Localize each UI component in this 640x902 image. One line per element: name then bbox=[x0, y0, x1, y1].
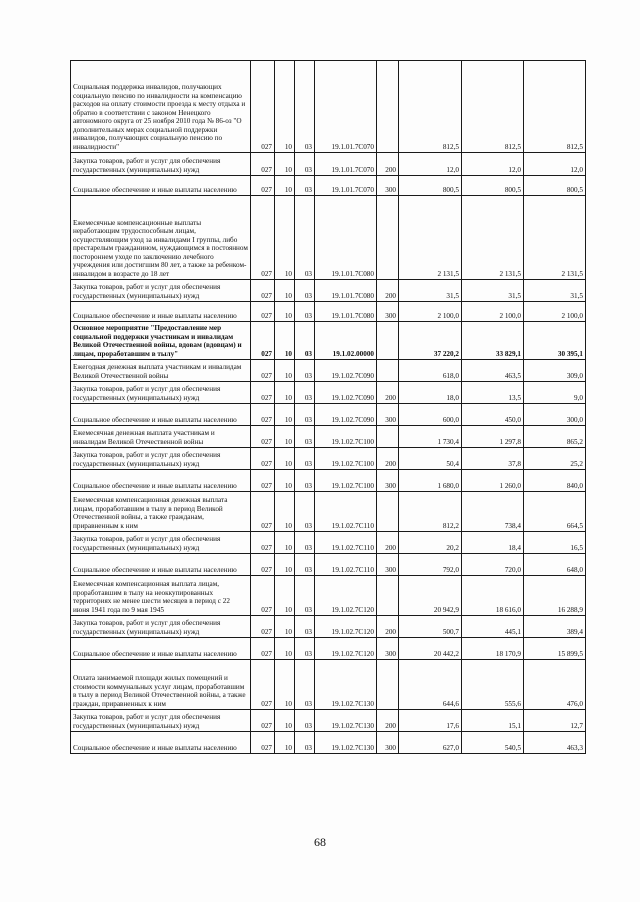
row-target-code: 19.1.02.7С110 bbox=[315, 554, 377, 576]
row-section-code: 10 bbox=[275, 61, 295, 153]
row-ved-code: 027 bbox=[251, 710, 275, 732]
row-ved-code: 027 bbox=[251, 616, 275, 638]
row-ved-code: 027 bbox=[251, 153, 275, 176]
row-name-cell: Социальное обеспечение и иные выплаты населению bbox=[71, 302, 251, 322]
row-name-cell: Социальное обеспечение и иные выплаты населению bbox=[71, 176, 251, 196]
row-subsection-code: 03 bbox=[295, 616, 315, 638]
row-ved-code: 027 bbox=[251, 660, 275, 710]
row-expense-type: 200 bbox=[377, 448, 399, 470]
row-value-year2: 812,5 bbox=[462, 61, 524, 153]
row-section-code: 10 bbox=[275, 196, 295, 280]
table-row bbox=[71, 196, 586, 280]
row-name-cell: Социальная поддержка инвалидов, получающих социальную пенсию по инвалидности на компенсацию расходов на оплату стоимости проезда к месту отдыха и обратно в соответствии с законом Ненецкого автономного округа от 25 ноября 2010 года № 86-оз "О дополнительных мерах социальной поддержки инвалидов, получающих социальную пенсию по инвалидности" bbox=[71, 61, 251, 153]
row-name-cell: Закупка товаров, работ и услуг для обеспечения государственных (муниципальных) нужд bbox=[71, 532, 251, 554]
row-target-code: 19.1.02.00000 bbox=[315, 322, 377, 360]
table-row bbox=[71, 404, 586, 426]
row-ved-code: 027 bbox=[251, 360, 275, 382]
row-ved-code: 027 bbox=[251, 61, 275, 153]
table-row bbox=[71, 360, 586, 382]
row-name-cell: Закупка товаров, работ и услуг для обеспечения государственных (муниципальных) нужд bbox=[71, 153, 251, 176]
row-subsection-code: 03 bbox=[295, 660, 315, 710]
table-row bbox=[71, 302, 586, 322]
row-name-cell: Закупка товаров, работ и услуг для обеспечения государственных (муниципальных) нужд bbox=[71, 382, 251, 404]
budget-table bbox=[70, 60, 586, 754]
row-value-year1: 600,0 bbox=[399, 404, 462, 426]
row-target-code: 19.1.02.7С090 bbox=[315, 382, 377, 404]
table-row bbox=[71, 153, 586, 176]
row-target-code: 19.1.01.7С080 bbox=[315, 280, 377, 302]
row-value-year2: 463,5 bbox=[462, 360, 524, 382]
row-value-year3: 840,0 bbox=[524, 470, 586, 492]
row-value-year2: 1 260,0 bbox=[462, 470, 524, 492]
row-target-code: 19.1.02.7С110 bbox=[315, 532, 377, 554]
row-section-code: 10 bbox=[275, 470, 295, 492]
row-value-year1: 37 220,2 bbox=[399, 322, 462, 360]
row-value-year2: 738,4 bbox=[462, 492, 524, 532]
row-name-cell: Ежегодная денежная выплата участникам и инвалидам Великой Отечественной войны bbox=[71, 360, 251, 382]
row-subsection-code: 03 bbox=[295, 426, 315, 448]
row-section-code: 10 bbox=[275, 360, 295, 382]
row-subsection-code: 03 bbox=[295, 61, 315, 153]
row-subsection-code: 03 bbox=[295, 470, 315, 492]
row-ved-code: 027 bbox=[251, 280, 275, 302]
row-value-year1: 17,6 bbox=[399, 710, 462, 732]
table-row bbox=[71, 280, 586, 302]
row-value-year3: 16 288,9 bbox=[524, 576, 586, 616]
row-ved-code: 027 bbox=[251, 302, 275, 322]
row-section-code: 10 bbox=[275, 492, 295, 532]
row-section-code: 10 bbox=[275, 280, 295, 302]
row-name-cell: Основное мероприятие "Предоставление мер социальной поддержки участникам и инвалидам Великой Отечественной войны, вдовам (вдовцам) и лицам, проработавшим в тылу" bbox=[71, 322, 251, 360]
table-body bbox=[71, 61, 586, 754]
row-value-year1: 792,0 bbox=[399, 554, 462, 576]
row-subsection-code: 03 bbox=[295, 554, 315, 576]
row-ved-code: 027 bbox=[251, 448, 275, 470]
table-row bbox=[71, 448, 586, 470]
row-name-cell: Ежемесячная компенсационная денежная выплата лицам, проработавшим в тылу в период Великой Отечественной войны, а также гражданам, приравненным к ним bbox=[71, 492, 251, 532]
row-subsection-code: 03 bbox=[295, 153, 315, 176]
row-subsection-code: 03 bbox=[295, 382, 315, 404]
table-row bbox=[71, 322, 586, 360]
row-expense-type bbox=[377, 360, 399, 382]
row-target-code: 19.1.02.7С130 bbox=[315, 732, 377, 754]
row-subsection-code: 03 bbox=[295, 280, 315, 302]
row-expense-type: 200 bbox=[377, 153, 399, 176]
row-expense-type bbox=[377, 61, 399, 153]
row-subsection-code: 03 bbox=[295, 176, 315, 196]
row-value-year1: 50,4 bbox=[399, 448, 462, 470]
row-name-cell: Социальное обеспечение и иные выплаты населению bbox=[71, 554, 251, 576]
row-ved-code: 027 bbox=[251, 426, 275, 448]
table-row bbox=[71, 576, 586, 616]
row-expense-type: 200 bbox=[377, 710, 399, 732]
row-value-year1: 1 730,4 bbox=[399, 426, 462, 448]
table-row bbox=[71, 470, 586, 492]
row-ved-code: 027 bbox=[251, 404, 275, 426]
row-value-year3: 463,3 bbox=[524, 732, 586, 754]
row-expense-type: 300 bbox=[377, 302, 399, 322]
row-expense-type bbox=[377, 576, 399, 616]
row-subsection-code: 03 bbox=[295, 638, 315, 660]
row-ved-code: 027 bbox=[251, 576, 275, 616]
row-value-year2: 450,0 bbox=[462, 404, 524, 426]
row-value-year1: 644,6 bbox=[399, 660, 462, 710]
row-value-year3: 2 131,5 bbox=[524, 196, 586, 280]
row-value-year2: 2 100,0 bbox=[462, 302, 524, 322]
row-value-year2: 445,1 bbox=[462, 616, 524, 638]
row-value-year3: 664,5 bbox=[524, 492, 586, 532]
row-name-cell: Социальное обеспечение и иные выплаты населению bbox=[71, 404, 251, 426]
row-expense-type bbox=[377, 196, 399, 280]
row-value-year3: 812,5 bbox=[524, 61, 586, 153]
row-section-code: 10 bbox=[275, 404, 295, 426]
table-row bbox=[71, 426, 586, 448]
row-value-year2: 37,8 bbox=[462, 448, 524, 470]
table-row bbox=[71, 710, 586, 732]
row-value-year2: 18 616,0 bbox=[462, 576, 524, 616]
row-value-year1: 20 442,2 bbox=[399, 638, 462, 660]
table-row bbox=[71, 61, 586, 153]
row-value-year2: 18,4 bbox=[462, 532, 524, 554]
row-expense-type bbox=[377, 426, 399, 448]
row-ved-code: 027 bbox=[251, 532, 275, 554]
row-ved-code: 027 bbox=[251, 732, 275, 754]
row-target-code: 19.1.02.7С100 bbox=[315, 448, 377, 470]
row-ved-code: 027 bbox=[251, 554, 275, 576]
row-section-code: 10 bbox=[275, 426, 295, 448]
row-name-cell: Оплата занимаемой площади жилых помещений и стоимости коммунальных услуг лицам, проработавшим в тылу в период Великой Отечественной войны, а также граждан, приравненных к ним bbox=[71, 660, 251, 710]
table-row bbox=[71, 532, 586, 554]
row-value-year1: 800,5 bbox=[399, 176, 462, 196]
row-subsection-code: 03 bbox=[295, 732, 315, 754]
row-expense-type: 300 bbox=[377, 638, 399, 660]
row-ved-code: 027 bbox=[251, 176, 275, 196]
row-value-year2: 33 829,1 bbox=[462, 322, 524, 360]
row-subsection-code: 03 bbox=[295, 302, 315, 322]
row-value-year3: 648,0 bbox=[524, 554, 586, 576]
row-expense-type: 200 bbox=[377, 532, 399, 554]
row-section-code: 10 bbox=[275, 554, 295, 576]
row-value-year2: 2 131,5 bbox=[462, 196, 524, 280]
row-subsection-code: 03 bbox=[295, 448, 315, 470]
row-target-code: 19.1.02.7С120 bbox=[315, 576, 377, 616]
row-name-cell: Ежемесячная компенсационная выплата лицам, проработавшим в тылу на неоккупированных территориях не менее шести месяцев в период с 22 июня 1941 года по 9 мая 1945 bbox=[71, 576, 251, 616]
row-expense-type: 300 bbox=[377, 470, 399, 492]
row-target-code: 19.1.01.7С080 bbox=[315, 196, 377, 280]
row-value-year3: 865,2 bbox=[524, 426, 586, 448]
row-section-code: 10 bbox=[275, 710, 295, 732]
row-section-code: 10 bbox=[275, 448, 295, 470]
row-target-code: 19.1.01.7С070 bbox=[315, 153, 377, 176]
row-name-cell: Закупка товаров, работ и услуг для обеспечения государственных (муниципальных) нужд bbox=[71, 710, 251, 732]
row-section-code: 10 bbox=[275, 576, 295, 616]
row-name-cell: Ежемесячные компенсационные выплаты неработающим трудоспособным лицам, осуществляющим уход за инвалидами I группы, либо престарелым гражданином, нуждающимся в постоянном постороннем уходе по заключению лечебного учреждения или достигшим 80 лет, а также за ребенком-инвалидом в возрасте до 18 лет bbox=[71, 196, 251, 280]
row-target-code: 19.1.01.7С080 bbox=[315, 302, 377, 322]
row-value-year3: 800,5 bbox=[524, 176, 586, 196]
row-target-code: 19.1.02.7С130 bbox=[315, 710, 377, 732]
row-value-year1: 500,7 bbox=[399, 616, 462, 638]
row-subsection-code: 03 bbox=[295, 322, 315, 360]
row-value-year1: 18,0 bbox=[399, 382, 462, 404]
row-name-cell: Социальное обеспечение и иные выплаты населению bbox=[71, 638, 251, 660]
row-target-code: 19.1.01.7С070 bbox=[315, 61, 377, 153]
row-value-year1: 812,2 bbox=[399, 492, 462, 532]
row-expense-type bbox=[377, 492, 399, 532]
row-value-year3: 9,0 bbox=[524, 382, 586, 404]
row-value-year2: 1 297,8 bbox=[462, 426, 524, 448]
row-value-year2: 800,5 bbox=[462, 176, 524, 196]
row-value-year3: 476,0 bbox=[524, 660, 586, 710]
row-value-year3: 30 395,1 bbox=[524, 322, 586, 360]
row-value-year2: 18 170,9 bbox=[462, 638, 524, 660]
row-value-year3: 31,5 bbox=[524, 280, 586, 302]
row-value-year1: 20,2 bbox=[399, 532, 462, 554]
row-name-cell: Социальное обеспечение и иные выплаты населению bbox=[71, 470, 251, 492]
row-value-year1: 2 131,5 bbox=[399, 196, 462, 280]
row-value-year2: 720,0 bbox=[462, 554, 524, 576]
table-row bbox=[71, 554, 586, 576]
row-expense-type: 300 bbox=[377, 732, 399, 754]
row-value-year1: 12,0 bbox=[399, 153, 462, 176]
row-section-code: 10 bbox=[275, 382, 295, 404]
page-number: 68 bbox=[314, 835, 326, 849]
row-name-cell: Закупка товаров, работ и услуг для обеспечения государственных (муниципальных) нужд bbox=[71, 448, 251, 470]
row-value-year1: 31,5 bbox=[399, 280, 462, 302]
row-subsection-code: 03 bbox=[295, 532, 315, 554]
row-value-year2: 12,0 bbox=[462, 153, 524, 176]
row-subsection-code: 03 bbox=[295, 196, 315, 280]
row-name-cell: Ежемесячная денежная выплата участникам и инвалидам Великой Отечественной войны bbox=[71, 426, 251, 448]
row-section-code: 10 bbox=[275, 322, 295, 360]
row-section-code: 10 bbox=[275, 176, 295, 196]
row-ved-code: 027 bbox=[251, 382, 275, 404]
row-section-code: 10 bbox=[275, 660, 295, 710]
row-value-year2: 31,5 bbox=[462, 280, 524, 302]
row-expense-type bbox=[377, 660, 399, 710]
table-row bbox=[71, 638, 586, 660]
row-expense-type: 300 bbox=[377, 176, 399, 196]
row-name-cell: Закупка товаров, работ и услуг для обеспечения государственных (муниципальных) нужд bbox=[71, 616, 251, 638]
row-value-year3: 300,0 bbox=[524, 404, 586, 426]
table-row bbox=[71, 732, 586, 754]
row-subsection-code: 03 bbox=[295, 404, 315, 426]
row-target-code: 19.1.02.7С090 bbox=[315, 360, 377, 382]
row-section-code: 10 bbox=[275, 638, 295, 660]
row-value-year1: 812,5 bbox=[399, 61, 462, 153]
row-subsection-code: 03 bbox=[295, 576, 315, 616]
row-value-year1: 1 680,0 bbox=[399, 470, 462, 492]
row-section-code: 10 bbox=[275, 302, 295, 322]
row-target-code: 19.1.02.7С120 bbox=[315, 638, 377, 660]
table-row bbox=[71, 176, 586, 196]
row-section-code: 10 bbox=[275, 532, 295, 554]
row-value-year1: 627,0 bbox=[399, 732, 462, 754]
row-expense-type: 200 bbox=[377, 382, 399, 404]
table-row bbox=[71, 492, 586, 532]
row-target-code: 19.1.02.7С100 bbox=[315, 470, 377, 492]
row-value-year2: 15,1 bbox=[462, 710, 524, 732]
row-section-code: 10 bbox=[275, 732, 295, 754]
table-row bbox=[71, 382, 586, 404]
row-expense-type: 300 bbox=[377, 404, 399, 426]
row-value-year3: 12,7 bbox=[524, 710, 586, 732]
row-ved-code: 027 bbox=[251, 470, 275, 492]
row-ved-code: 027 bbox=[251, 638, 275, 660]
row-ved-code: 027 bbox=[251, 196, 275, 280]
row-name-cell: Социальное обеспечение и иные выплаты населению bbox=[71, 732, 251, 754]
table-row bbox=[71, 660, 586, 710]
row-target-code: 19.1.02.7С100 bbox=[315, 426, 377, 448]
row-value-year3: 12,0 bbox=[524, 153, 586, 176]
row-expense-type: 300 bbox=[377, 554, 399, 576]
row-subsection-code: 03 bbox=[295, 360, 315, 382]
row-value-year1: 20 942,9 bbox=[399, 576, 462, 616]
row-value-year3: 25,2 bbox=[524, 448, 586, 470]
row-ved-code: 027 bbox=[251, 492, 275, 532]
row-value-year1: 618,0 bbox=[399, 360, 462, 382]
row-target-code: 19.1.01.7С070 bbox=[315, 176, 377, 196]
row-value-year2: 540,5 bbox=[462, 732, 524, 754]
row-subsection-code: 03 bbox=[295, 492, 315, 532]
row-value-year2: 555,6 bbox=[462, 660, 524, 710]
row-name-cell: Закупка товаров, работ и услуг для обеспечения государственных (муниципальных) нужд bbox=[71, 280, 251, 302]
row-section-code: 10 bbox=[275, 153, 295, 176]
row-expense-type bbox=[377, 322, 399, 360]
row-value-year3: 16,5 bbox=[524, 532, 586, 554]
row-target-code: 19.1.02.7С130 bbox=[315, 660, 377, 710]
row-expense-type: 200 bbox=[377, 616, 399, 638]
row-section-code: 10 bbox=[275, 616, 295, 638]
row-value-year1: 2 100,0 bbox=[399, 302, 462, 322]
row-value-year3: 2 100,0 bbox=[524, 302, 586, 322]
row-value-year3: 389,4 bbox=[524, 616, 586, 638]
row-value-year3: 15 899,5 bbox=[524, 638, 586, 660]
row-target-code: 19.1.02.7С120 bbox=[315, 616, 377, 638]
row-value-year3: 309,0 bbox=[524, 360, 586, 382]
row-expense-type: 200 bbox=[377, 280, 399, 302]
table-row bbox=[71, 616, 586, 638]
row-target-code: 19.1.02.7С110 bbox=[315, 492, 377, 532]
row-target-code: 19.1.02.7С090 bbox=[315, 404, 377, 426]
row-value-year2: 13,5 bbox=[462, 382, 524, 404]
row-ved-code: 027 bbox=[251, 322, 275, 360]
row-subsection-code: 03 bbox=[295, 710, 315, 732]
